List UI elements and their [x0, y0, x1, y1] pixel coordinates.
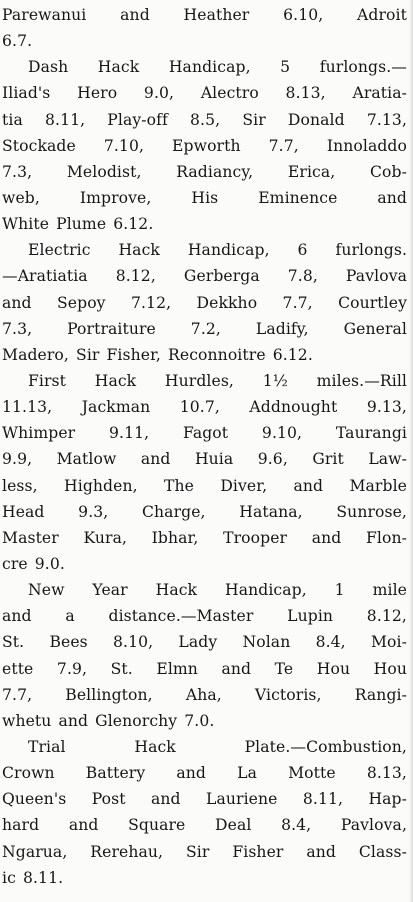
text-line: 11.13, Jackman 10.7, Addnought 9.13, [2, 398, 407, 417]
text-line: 7.3, Melodist, Radiancy, Erica, Cob- [2, 162, 407, 181]
text-line: Trial Hack Plate.—Combustion, [28, 737, 407, 756]
text-line: 7.3, Portraiture 7.2, Ladify, General [2, 319, 407, 338]
text-line: 7.7, Bellington, Aha, Victoris, Rangi- [2, 685, 407, 704]
text-line: New Year Hack Handicap, 1 mile [28, 581, 407, 600]
text-line: hard and Square Deal 8.4, Pavlova, [2, 816, 407, 835]
text-line: and Sepoy 7.12, Dekkho 7.7, Courtley [2, 293, 407, 312]
text-line: Whimper 9.11, Fagot 9.10, Taurangi [2, 424, 407, 443]
text-line: 9.9, Matlow and Huia 9.6, Grit Law- [2, 450, 407, 469]
text-line: Master Kura, Ibhar, Trooper and Flon- [2, 528, 407, 547]
text-line: and a distance.—Master Lupin 8.12, [2, 607, 407, 626]
text-line: ette 7.9, St. Elmn and Te Hou Hou [2, 659, 407, 678]
text-line: 6.7. [2, 32, 33, 51]
text-line: St. Bees 8.10, Lady Nolan 8.4, Moi- [2, 633, 407, 652]
text-line: Dash Hack Handicap, 5 furlongs.— [28, 58, 407, 77]
text-line: Madero, Sir Fisher, Reconnoitre 6.12. [2, 345, 313, 364]
text-line: First Hack Hurdles, 1½ miles.—Rill [28, 371, 407, 390]
text-line: Parewanui and Heather 6.10, Adroit [2, 6, 407, 24]
article-column [0, 2, 413, 891]
text-line: tia 8.11, Play-off 8.5, Sir Donald 7.13, [2, 110, 407, 129]
text-line: Electric Hack Handicap, 6 furlongs. [28, 241, 407, 260]
text-line: Head 9.3, Charge, Hatana, Sunrose, [2, 502, 407, 521]
text-line: Iliad's Hero 9.0, Alectro 8.13, Aratia- [2, 84, 407, 103]
text-line: Stockade 7.10, Epworth 7.7, Innoladdo [2, 136, 407, 155]
text-line: Ngarua, Rerehau, Sir Fisher and Class- [2, 842, 407, 861]
text-line: less, Highden, The Diver, and Marble [2, 476, 407, 495]
text-line: web, Improve, His Eminence and [2, 188, 407, 207]
text-line: —Aratiatia 8.12, Gerberga 7.8, Pavlova [2, 267, 407, 286]
text-line: Queen's Post and Lauriene 8.11, Hap- [2, 790, 407, 809]
text-line: ic 8.11. [2, 868, 64, 887]
text-line: White Plume 6.12. [2, 215, 154, 234]
text-line: whetu and Glenorchy 7.0. [2, 711, 215, 730]
text-line: cre 9.0. [2, 554, 65, 573]
text-line: Crown Battery and La Motte 8.13, [2, 764, 407, 783]
